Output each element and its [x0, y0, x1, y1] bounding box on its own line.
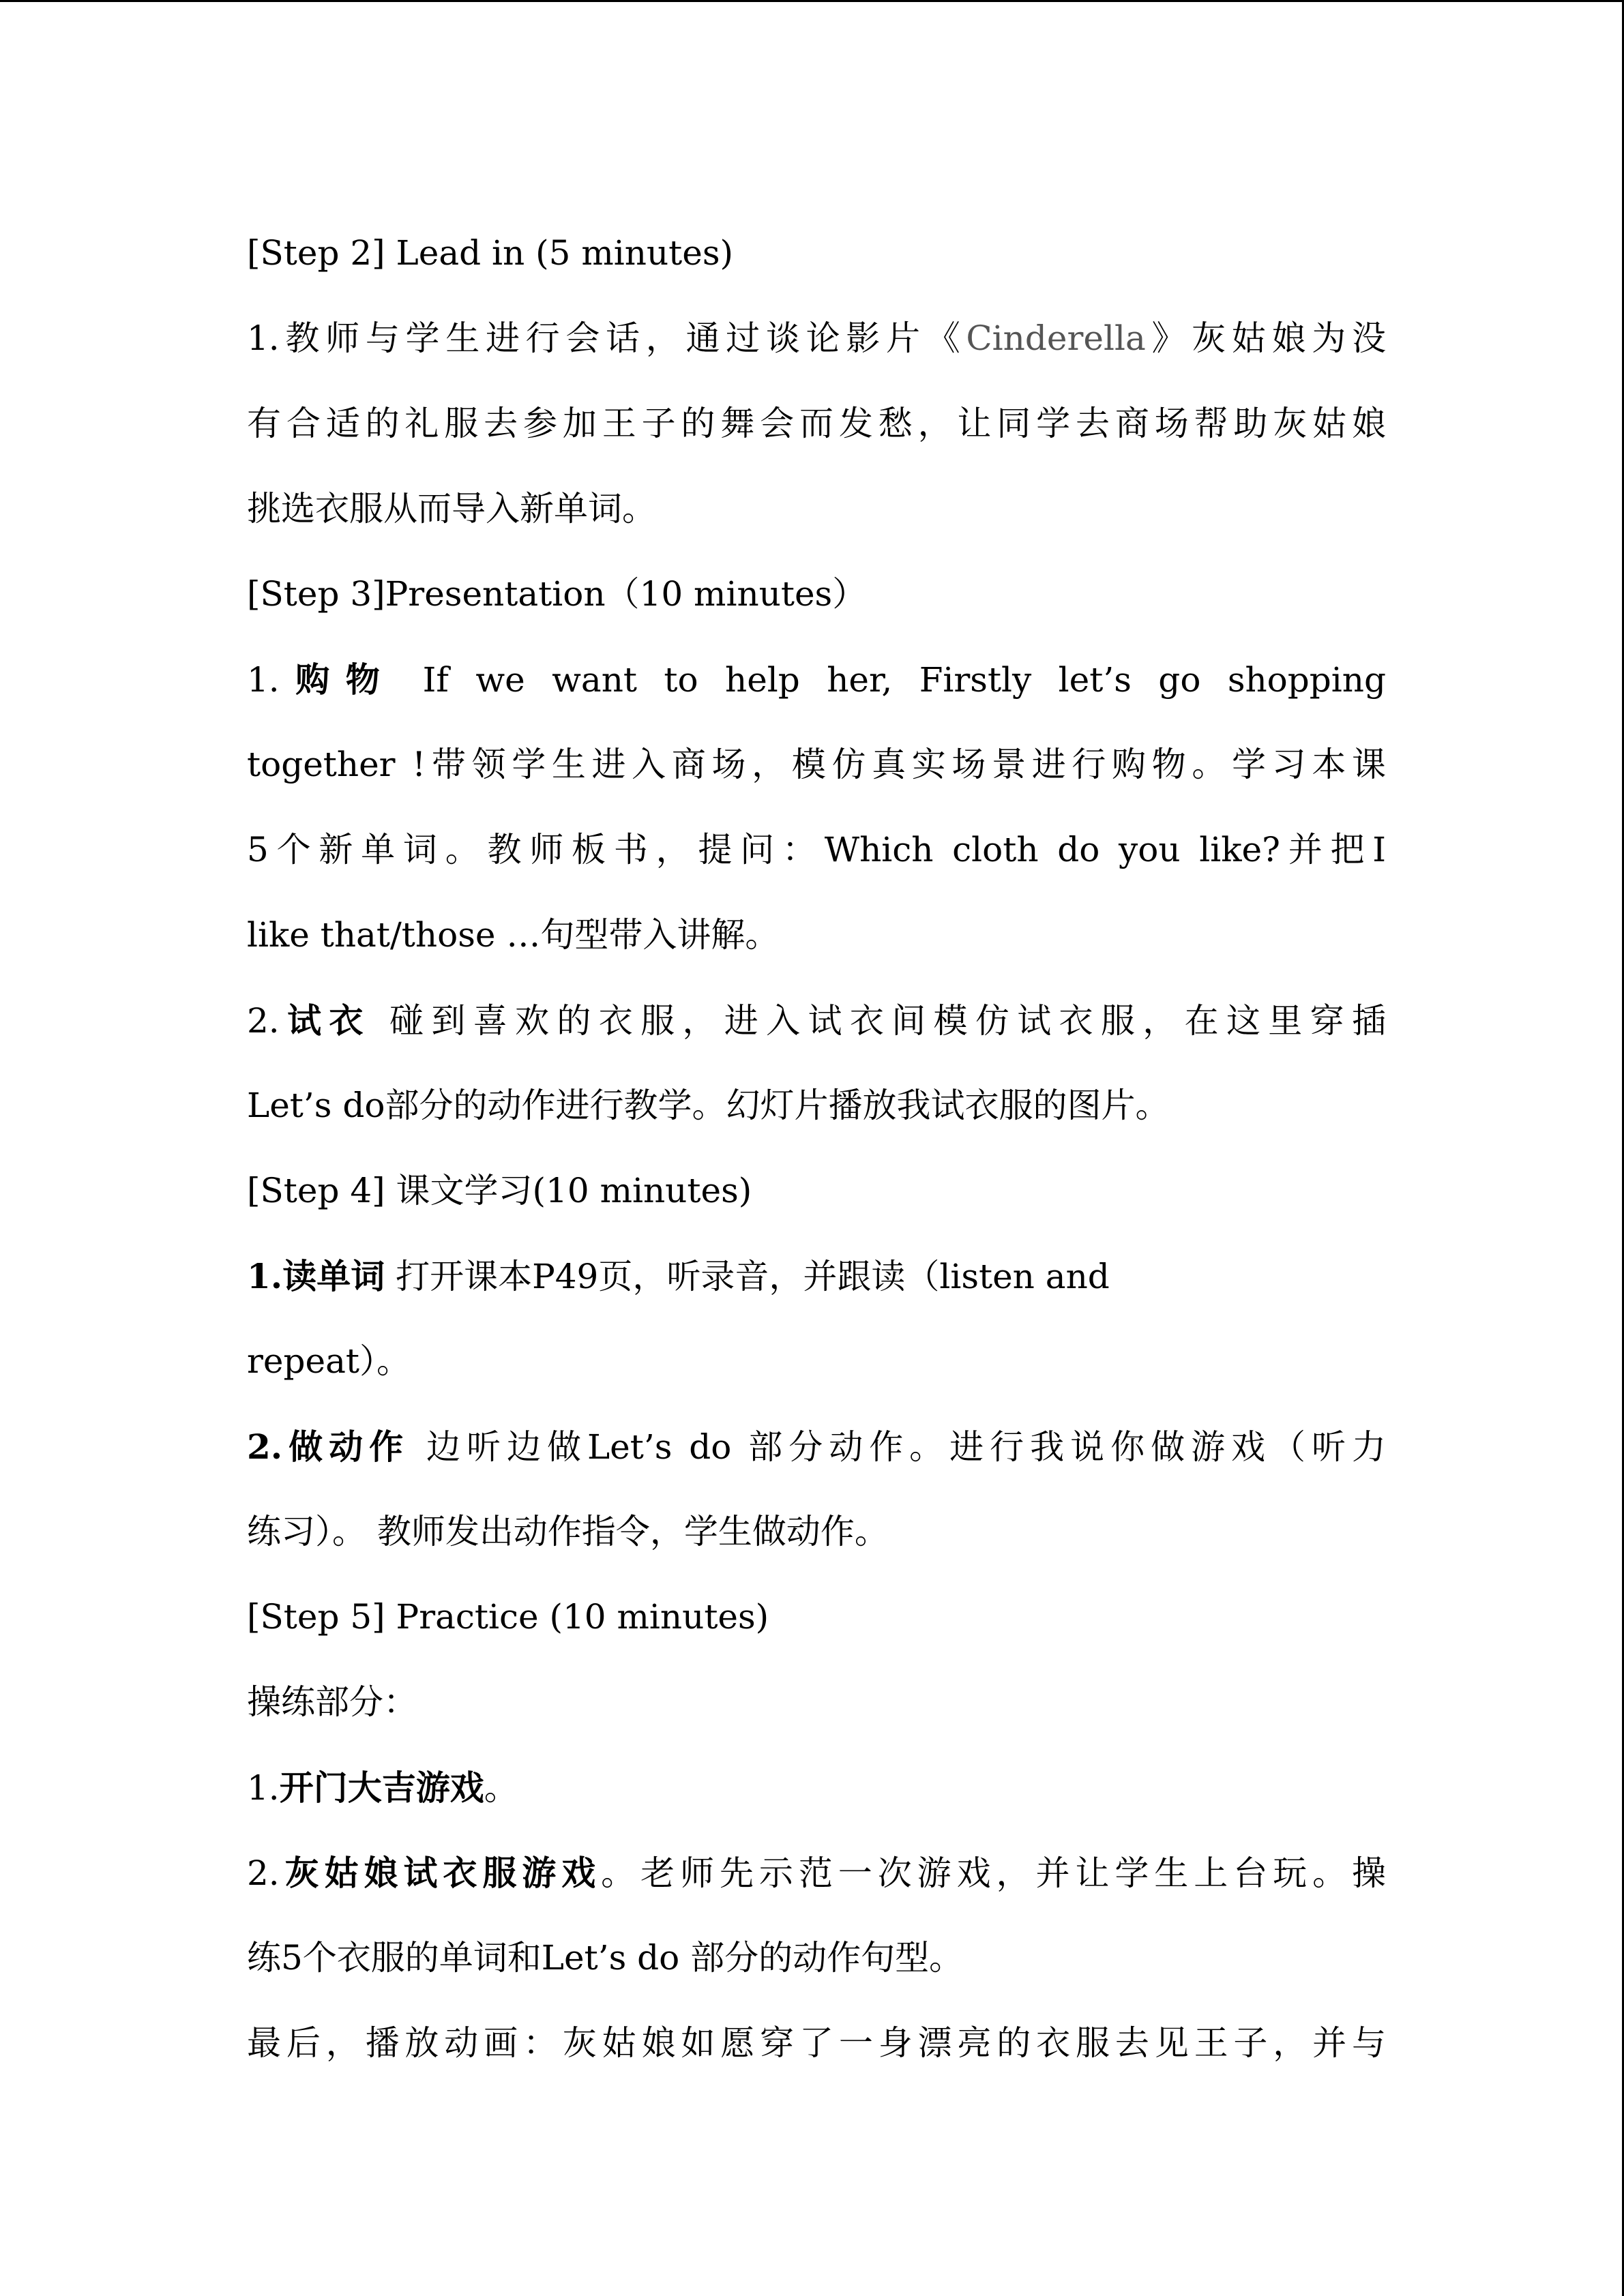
line-19-segment-1: 1. — [247, 1768, 280, 1808]
line-6-segment-1: 1. — [247, 660, 280, 700]
line-15-segment-2: 边听边做Let’s do 部分动作。进行我说你做游戏（听力 — [409, 1427, 1386, 1467]
document-line-15 — [247, 1404, 1386, 1489]
document-line-1 — [247, 211, 1386, 296]
line-3-segment-1: 有合适的礼服去参加王子的舞会而发愁，让同学去商场帮助灰姑娘 — [247, 404, 1386, 443]
document-line-8 — [247, 807, 1386, 893]
line-1-segment-1: [Step 2] Lead in (5 minutes) — [247, 233, 734, 273]
document-body — [247, 211, 1386, 2086]
line-18-segment-1: 操练部分： — [247, 1682, 417, 1722]
document-line-4 — [247, 466, 1386, 552]
line-20-segment-3: 。老师先示范一次游戏，并让学生上台玩。操 — [601, 1853, 1386, 1893]
line-8-segment-1: 5个新单词。教师板书，提问：Which cloth do you like?并把I — [247, 830, 1386, 869]
document-line-3 — [247, 381, 1386, 466]
line-10-segment-3: 碰到喜欢的衣服，进入试衣间模仿试衣服，在这里穿插 — [370, 1001, 1386, 1041]
document-line-11 — [247, 1063, 1386, 1148]
document-line-19 — [247, 1745, 1386, 1830]
line-2-segment-3: 》灰姑娘为没 — [1145, 318, 1386, 358]
line-2-segment-2: Cinderella — [966, 318, 1146, 358]
line-11-segment-1: Let’s do部分的动作进行教学。幻灯片播放我试衣服的图片。 — [247, 1086, 1170, 1125]
document-line-16 — [247, 1489, 1386, 1575]
line-4-segment-1: 挑选衣服从而导入新单词。 — [247, 489, 656, 528]
document-line-14 — [247, 1319, 1386, 1404]
line-13-segment-1: 1.读单词 — [247, 1256, 385, 1296]
line-19-segment-3: 。 — [484, 1768, 518, 1808]
line-22-segment-1: 最后，播放动画：灰姑娘如愿穿了一身漂亮的衣服去见王子，并与 — [247, 2023, 1386, 2063]
document-line-18 — [247, 1660, 1386, 1745]
line-2-segment-1: 1.教师与学生进行会话，通过谈论影片《 — [247, 318, 966, 358]
document-line-7 — [247, 722, 1386, 807]
line-19-segment-2: 开门大吉游戏 — [279, 1768, 484, 1808]
document-line-12 — [247, 1148, 1386, 1234]
line-15-segment-1: 2.做动作 — [247, 1427, 410, 1467]
document-line-20 — [247, 1830, 1386, 1915]
document-line-10 — [247, 978, 1386, 1063]
document-line-5 — [247, 552, 1386, 637]
line-6-segment-2: 购物 — [279, 659, 396, 700]
line-10-segment-1: 2. — [247, 1001, 280, 1041]
line-21-segment-1: 练5个衣服的单词和Let’s do 部分的动作句型。 — [247, 1938, 964, 1978]
document-line-17 — [247, 1575, 1386, 1660]
line-6-segment-3: If we want to help her, Firstly let’s go shopping — [396, 660, 1386, 700]
document-line-9 — [247, 893, 1386, 978]
document-line-6 — [247, 637, 1386, 722]
line-7-segment-1: together !带领学生进入商场，模仿真实场景进行购物。学习本课 — [247, 745, 1386, 784]
line-20-segment-1: 2. — [247, 1853, 280, 1893]
line-10-segment-2: 试衣 — [279, 1000, 371, 1041]
line-12-segment-1: [Step 4] 课文学习(10 minutes) — [247, 1171, 752, 1210]
line-13-segment-2: 打开课本P49页，听录音，并跟读（listen and — [385, 1257, 1110, 1296]
document-line-22 — [247, 2001, 1386, 2086]
line-20-segment-2: 灰姑娘试衣服游戏 — [279, 1853, 602, 1893]
line-16-segment-1: 练习）。 教师发出动作指令，学生做动作。 — [247, 1512, 889, 1551]
line-5-segment-1: [Step 3]Presentation（10 minutes） — [247, 574, 867, 614]
document-line-21 — [247, 1915, 1386, 2001]
line-14-segment-1: repeat）。 — [247, 1341, 411, 1381]
line-17-segment-1: [Step 5] Practice (10 minutes) — [247, 1597, 769, 1637]
line-9-segment-1: like that/those …句型带入讲解。 — [247, 915, 780, 955]
document-line-2 — [247, 296, 1386, 381]
document-line-13 — [247, 1234, 1386, 1319]
